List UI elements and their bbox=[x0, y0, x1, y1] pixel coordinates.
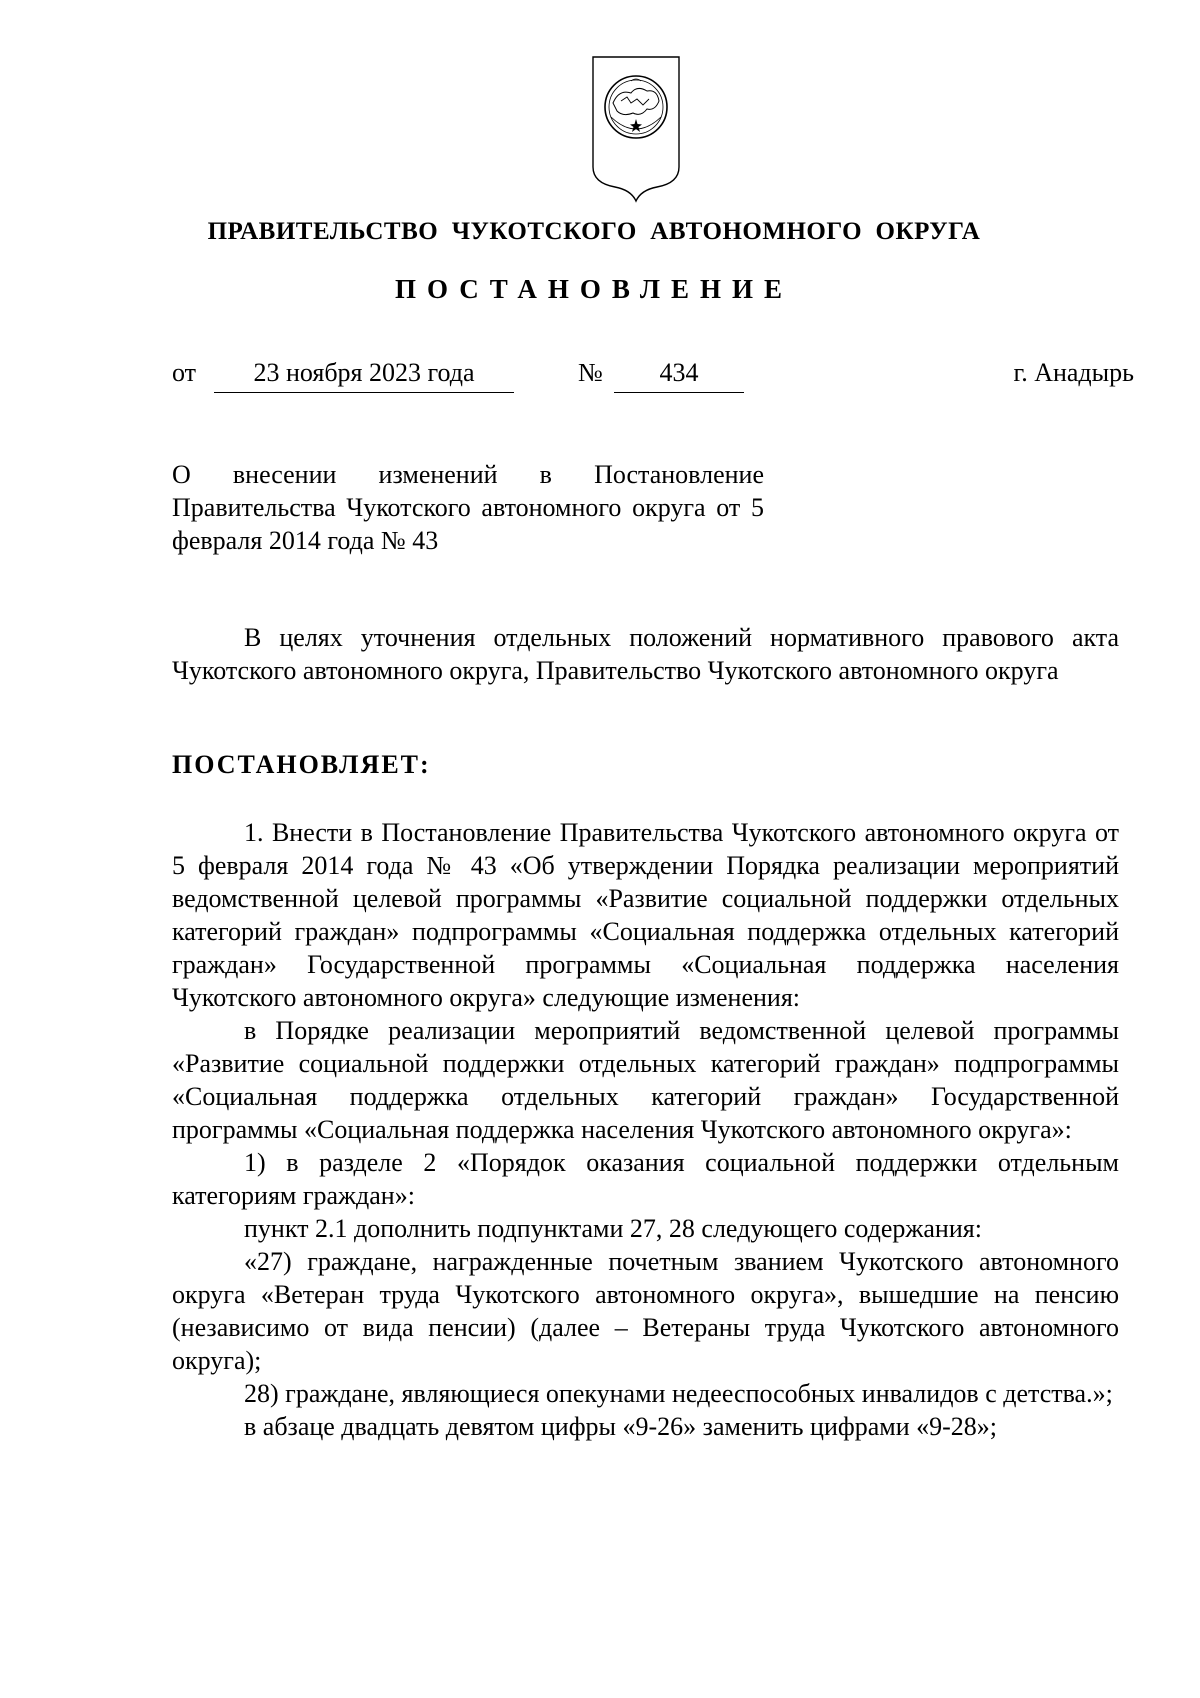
document-number: 434 bbox=[614, 358, 744, 393]
preamble bbox=[172, 621, 1119, 687]
date-prefix: от bbox=[172, 358, 197, 387]
body-paragraph-6: 28) граждане, являющиеся опекунами недееспособных инвалидов с детства.»; bbox=[244, 1379, 1113, 1408]
body-paragraph-3: 1) в разделе 2 «Порядок оказания социальной поддержки отдельным категориям граждан»: bbox=[172, 1148, 1119, 1210]
document-type: ПОСТАНОВЛЕНИЕ bbox=[394, 274, 794, 304]
document-city: г. Анадырь bbox=[1013, 358, 1134, 387]
organization-title: ПРАВИТЕЛЬСТВО ЧУКОТСКОГО АВТОНОМНОГО ОКРУГА bbox=[207, 218, 981, 245]
coat-of-arms-icon bbox=[591, 55, 681, 203]
body-paragraph-4: пункт 2.1 дополнить подпунктами 27, 28 следующего содержания: bbox=[244, 1214, 982, 1243]
body-paragraph-7: в абзаце двадцать девятом цифры «9-26» заменить цифрами «9-28»; bbox=[244, 1412, 997, 1441]
subject-text: О внесении изменений в Постановление Правительства Чукотского автономного округа от 5 февраля 2014 года № 43 bbox=[172, 460, 764, 555]
body-paragraph-2: в Порядке реализации мероприятий ведомственной целевой программы «Развитие социальной поддержки отдельных категорий граждан» подпрограммы «Социальная поддержка отдельных категорий граждан» Государственной программы «Социальная поддержка населения Чукотского автономного округа»: bbox=[172, 1016, 1119, 1144]
number-sign: № bbox=[578, 358, 603, 387]
body-paragraph-5: «27) граждане, награжденные почетным званием Чукотского автономного округа «Ветеран труда Чукотского автономного округа», вышедшие на пенсию (независимо от вида пенсии) (далее – Ветераны труда Чукотского автономного округа); bbox=[172, 1247, 1119, 1375]
body-paragraph-1: 1. Внести в Постановление Правительства Чукотского автономного округа от 5 февраля 2014 года № 43 «Об утверждении Порядка реализации мероприятий ведомственной целевой программы «Развитие социальной поддержки отдельных категорий граждан» подпрограммы «Социальная поддержка отдельных категорий граждан» Государственной программы «Социальная поддержка населения Чукотского автономного округа» следующие изменения: bbox=[172, 818, 1119, 1012]
preamble-text: В целях уточнения отдельных положений нормативного правового акта Чукотского автономного округа, Правительство Чукотского автономного округа bbox=[172, 623, 1119, 685]
document-date: 23 ноября 2023 года bbox=[214, 358, 514, 393]
document-body bbox=[172, 816, 1119, 1443]
resolves-heading: ПОСТАНОВЛЯЕТ: bbox=[172, 750, 431, 779]
document-subject bbox=[172, 458, 764, 557]
